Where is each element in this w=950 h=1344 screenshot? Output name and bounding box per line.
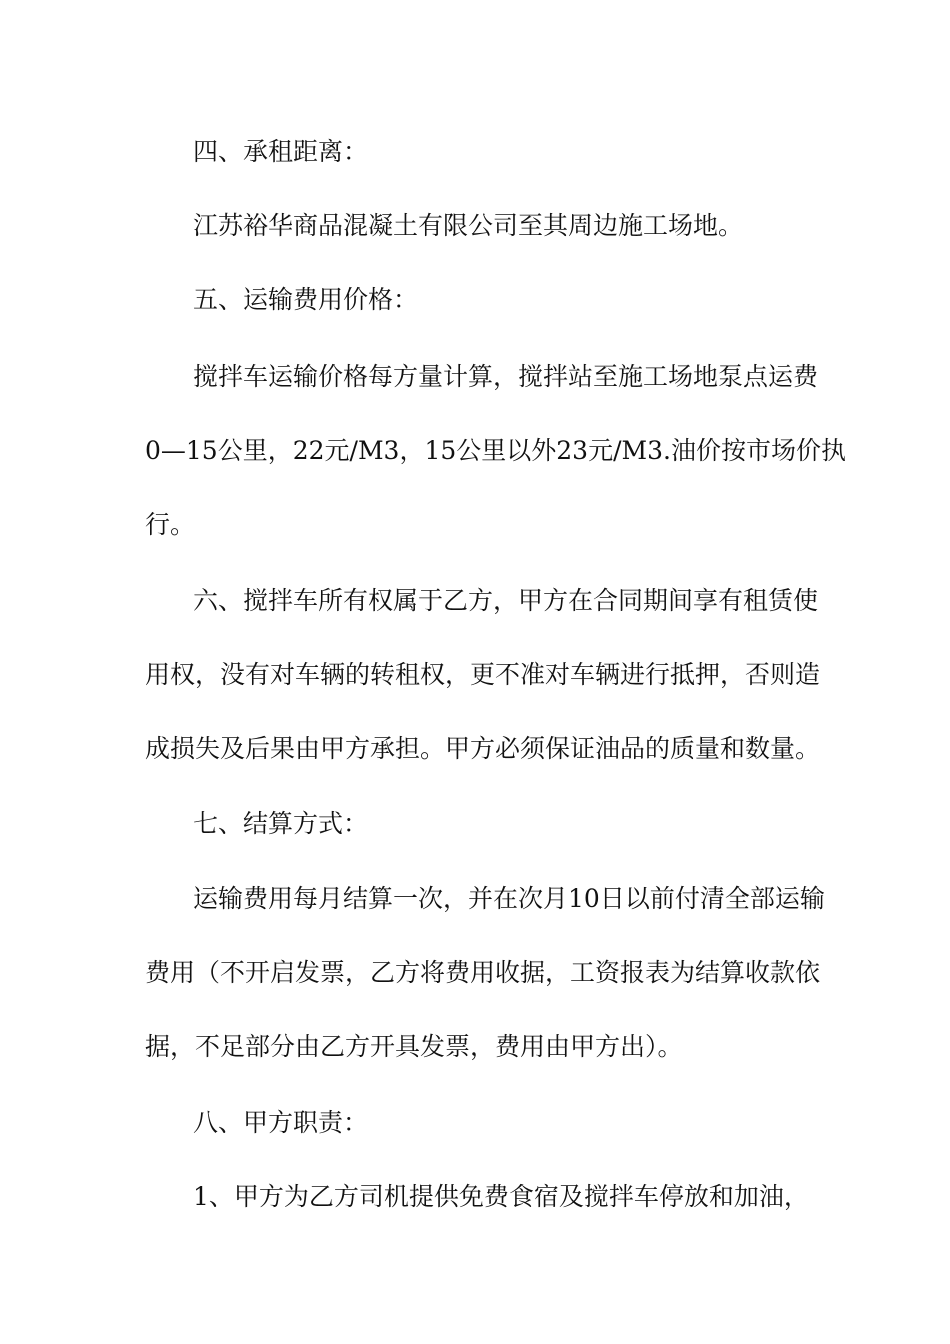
paragraph-line: 费用（不开启发票，乙方将费用收据，工资报表为结算收款依: [145, 958, 821, 987]
section-heading-ownership: 六、搅拌车所有权属于乙方，甲方在合同期间享有租赁使: [193, 586, 819, 615]
paragraph-line: 江苏裕华商品混凝土有限公司至其周边施工场地。: [193, 211, 744, 240]
paragraph-line: 行。: [145, 510, 196, 539]
paragraph-line: 搅拌车运输价格每方量计算，搅拌站至施工场地泵点运费: [193, 362, 819, 391]
paragraph-line: 成损失及后果由甲方承担。甲方必须保证油品的质量和数量。: [145, 734, 821, 763]
list-item: 1、甲方为乙方司机提供免费食宿及搅拌车停放和加油，: [193, 1182, 809, 1211]
paragraph-line: 0—15公里，22元/M3，15公里以外23元/M3.油价按市场价执: [145, 436, 846, 465]
paragraph-line: 运输费用每月结算一次，并在次月10日以前付清全部运输: [193, 884, 825, 913]
section-heading-rental-distance: 四、承租距离：: [193, 137, 369, 166]
paragraph-line: 据，不足部分由乙方开具发票，费用由甲方出）。: [145, 1032, 683, 1061]
section-heading-settlement: 七、结算方式：: [193, 809, 369, 838]
section-heading-party-a-duties: 八、甲方职责：: [193, 1108, 369, 1137]
section-heading-transport-price: 五、运输费用价格：: [193, 285, 419, 314]
paragraph-line: 用权，没有对车辆的转租权，更不准对车辆进行抵押，否则造: [145, 660, 821, 689]
